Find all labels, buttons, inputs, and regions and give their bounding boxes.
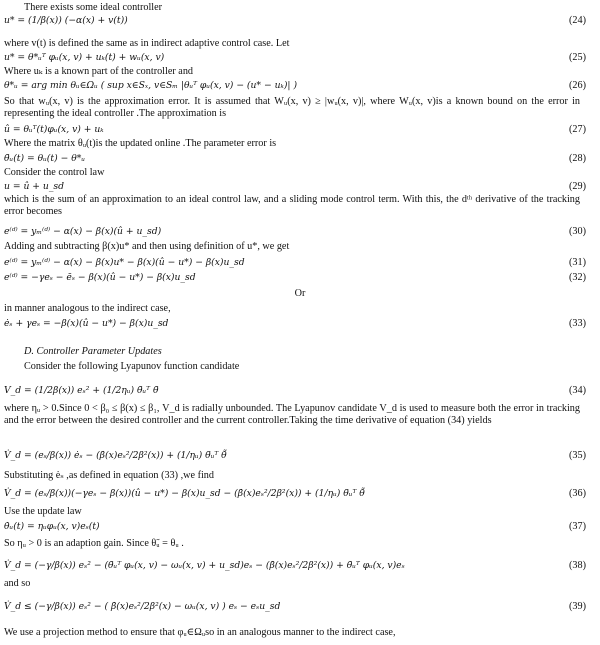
equation-number: (39) [569, 601, 586, 612]
equation-l2: u* = (1/β(x)) (−α(x) + v(t)) [4, 15, 128, 26]
equation-l8: û = θᵤᵀ(t)φᵤ(x, v) + uₖ [4, 124, 104, 135]
equation-number: (29) [569, 181, 586, 192]
equation-number: (28) [569, 153, 586, 164]
equation-l4: u* = θ*ᵤᵀ φᵤ(x, v) + uₖ(t) + wᵤ(x, v) [4, 52, 165, 63]
text-line-l1: There exists some ideal controller [24, 2, 163, 13]
equation-number: (31) [569, 257, 586, 268]
text-line-l9: Where the matrix θᵤ(t)is the updated online .The parameter error is [4, 138, 277, 149]
text-line-l3: where v(t) is defined the same as in indirect adaptive control case. Let [4, 38, 290, 49]
text-line-l15: Adding and subtracting β(x)u* and then using definition of u*, we get [4, 241, 290, 252]
equation-l23: V_d = (1/2β(x)) eₛ² + (1/2ηᵤ) θ̃ᵤᵀ θ̃ [4, 385, 159, 396]
text-line-l18: Or [294, 288, 306, 299]
equation-l29: θ̇ᵤ(t) = ηᵤφᵤ(x, v)eₛ(t) [4, 521, 100, 532]
equation-l33: V̇_d ≤ (−γ/β(x)) eₛ² − ( β̇(x)eₛ²/2β²(x) − ωᵤ(x, v) ) eₛ − eₛu_sd [4, 601, 281, 612]
equation-number: (32) [569, 272, 586, 283]
equation-number: (27) [569, 124, 586, 135]
equation-number: (38) [569, 560, 586, 571]
text-line-l30: So ηᵤ > 0 is an adaption gain. Since θ̃ᵤ = θᵤ . [4, 538, 184, 549]
equation-number: (33) [569, 318, 586, 329]
text-line-l5: Where uₖ is a known part of the controller and [4, 66, 194, 77]
equation-number: (35) [569, 450, 586, 461]
text-line-l32: and so [4, 578, 31, 589]
equation-l12: u = û + u_sd [4, 181, 65, 192]
equation-l25: V̇_d = (eₛ/β(x)) ėₛ − (β̇(x)eₛ²/2β²(x)) + (1/ηᵤ) θ̃ᵤᵀ θ̇̃ [4, 450, 227, 461]
equation-l31: V̇_d = (−γ/β(x)) eₛ² − (θ̃ᵤᵀ φᵤ(x, v) − ωᵤ(x, v) + u_sd)eₛ − (β̇(x)eₛ²/2β²(x)) + θ̃ᵤᵀ φᵤ(x, v)eₛ [4, 560, 405, 571]
text-line-l26: Substituting ėₛ ,as defined in equation (33) ,we find [4, 470, 214, 481]
text-line-l19: in manner analogous to the indirect case, [4, 303, 171, 314]
text-line-l28: Use the update law [4, 506, 82, 517]
equation-number: (24) [569, 15, 586, 26]
text-line-l7: So that wᵤ(x, v) is the approximation error. It is assumed that Wᵤ(x, v) ≥ |wᵤ(x, v)|, where Wᵤ(x, v)is a known bound on the error in representing the ideal controller .The approximation is [4, 96, 580, 119]
section-heading: D. Controller Parameter Updates [24, 346, 162, 357]
equation-l16: e⁽ᵈ⁾ = yₘ⁽ᵈ⁾ − α(x) − β(x)u* − β(x)(û − u*) − β(x)u_sd [4, 257, 245, 268]
text-line-l34: We use a projection method to ensure that φᵤ∈Ωᵤso in an analogous manner to the indirect case, [4, 627, 396, 638]
text-line-l13: which is the sum of an approximation to an ideal control law, and a sliding mode control term. With this, the dᵗʰ derivative of the tracking error becomes [4, 194, 580, 217]
equation-l17: e⁽ᵈ⁾ = −γeₛ − ēₛ − β(x)(û − u*) − β(x)u_sd [4, 272, 196, 283]
text-line-l24: where ηᵤ > 0.Since 0 < β₀ ≤ β(x) ≤ β₁, V_d is radially unbounded. The Lyapunov candidate V_d is used to measure both the error in tracking and the error between the desired controller and the current controller.Taking the time derivative of equation (34) yields [4, 403, 580, 426]
equation-l20: ėₛ + γeₛ = −β(x)(û − u*) − β(x)u_sd [4, 318, 169, 329]
equation-l10: θ̃ᵤ(t) = θᵤ(t) − θ*ᵤ [4, 153, 85, 164]
equation-number: (37) [569, 521, 586, 532]
equation-number: (34) [569, 385, 586, 396]
equation-number: (25) [569, 52, 586, 63]
equation-number: (26) [569, 80, 586, 91]
equation-number: (30) [569, 226, 586, 237]
equation-number: (36) [569, 488, 586, 499]
equation-l6: θ*ᵤ = arg min θᵤ∈Ωᵤ ( sup x∈Sₓ, v∈Sₘ |θᵤᵀ φᵤ(x, v) − (u* − uₖ)| ) [4, 80, 298, 91]
equation-l14: e⁽ᵈ⁾ = yₘ⁽ᵈ⁾ − α(x) − β(x)(û + u_sd) [4, 226, 162, 237]
text-line-l22: Consider the following Lyapunov function candidate [24, 361, 240, 372]
text-line-l11: Consider the control law [4, 167, 105, 178]
equation-l27: V̇_d = (eₛ/β(x))(−γeₛ − β(x))(û − u*) − β(x)u_sd − (β̇(x)eₛ²/2β²(x)) + (1/ηᵤ) θ̃ᵤᵀ θ̇̃ [4, 488, 365, 499]
